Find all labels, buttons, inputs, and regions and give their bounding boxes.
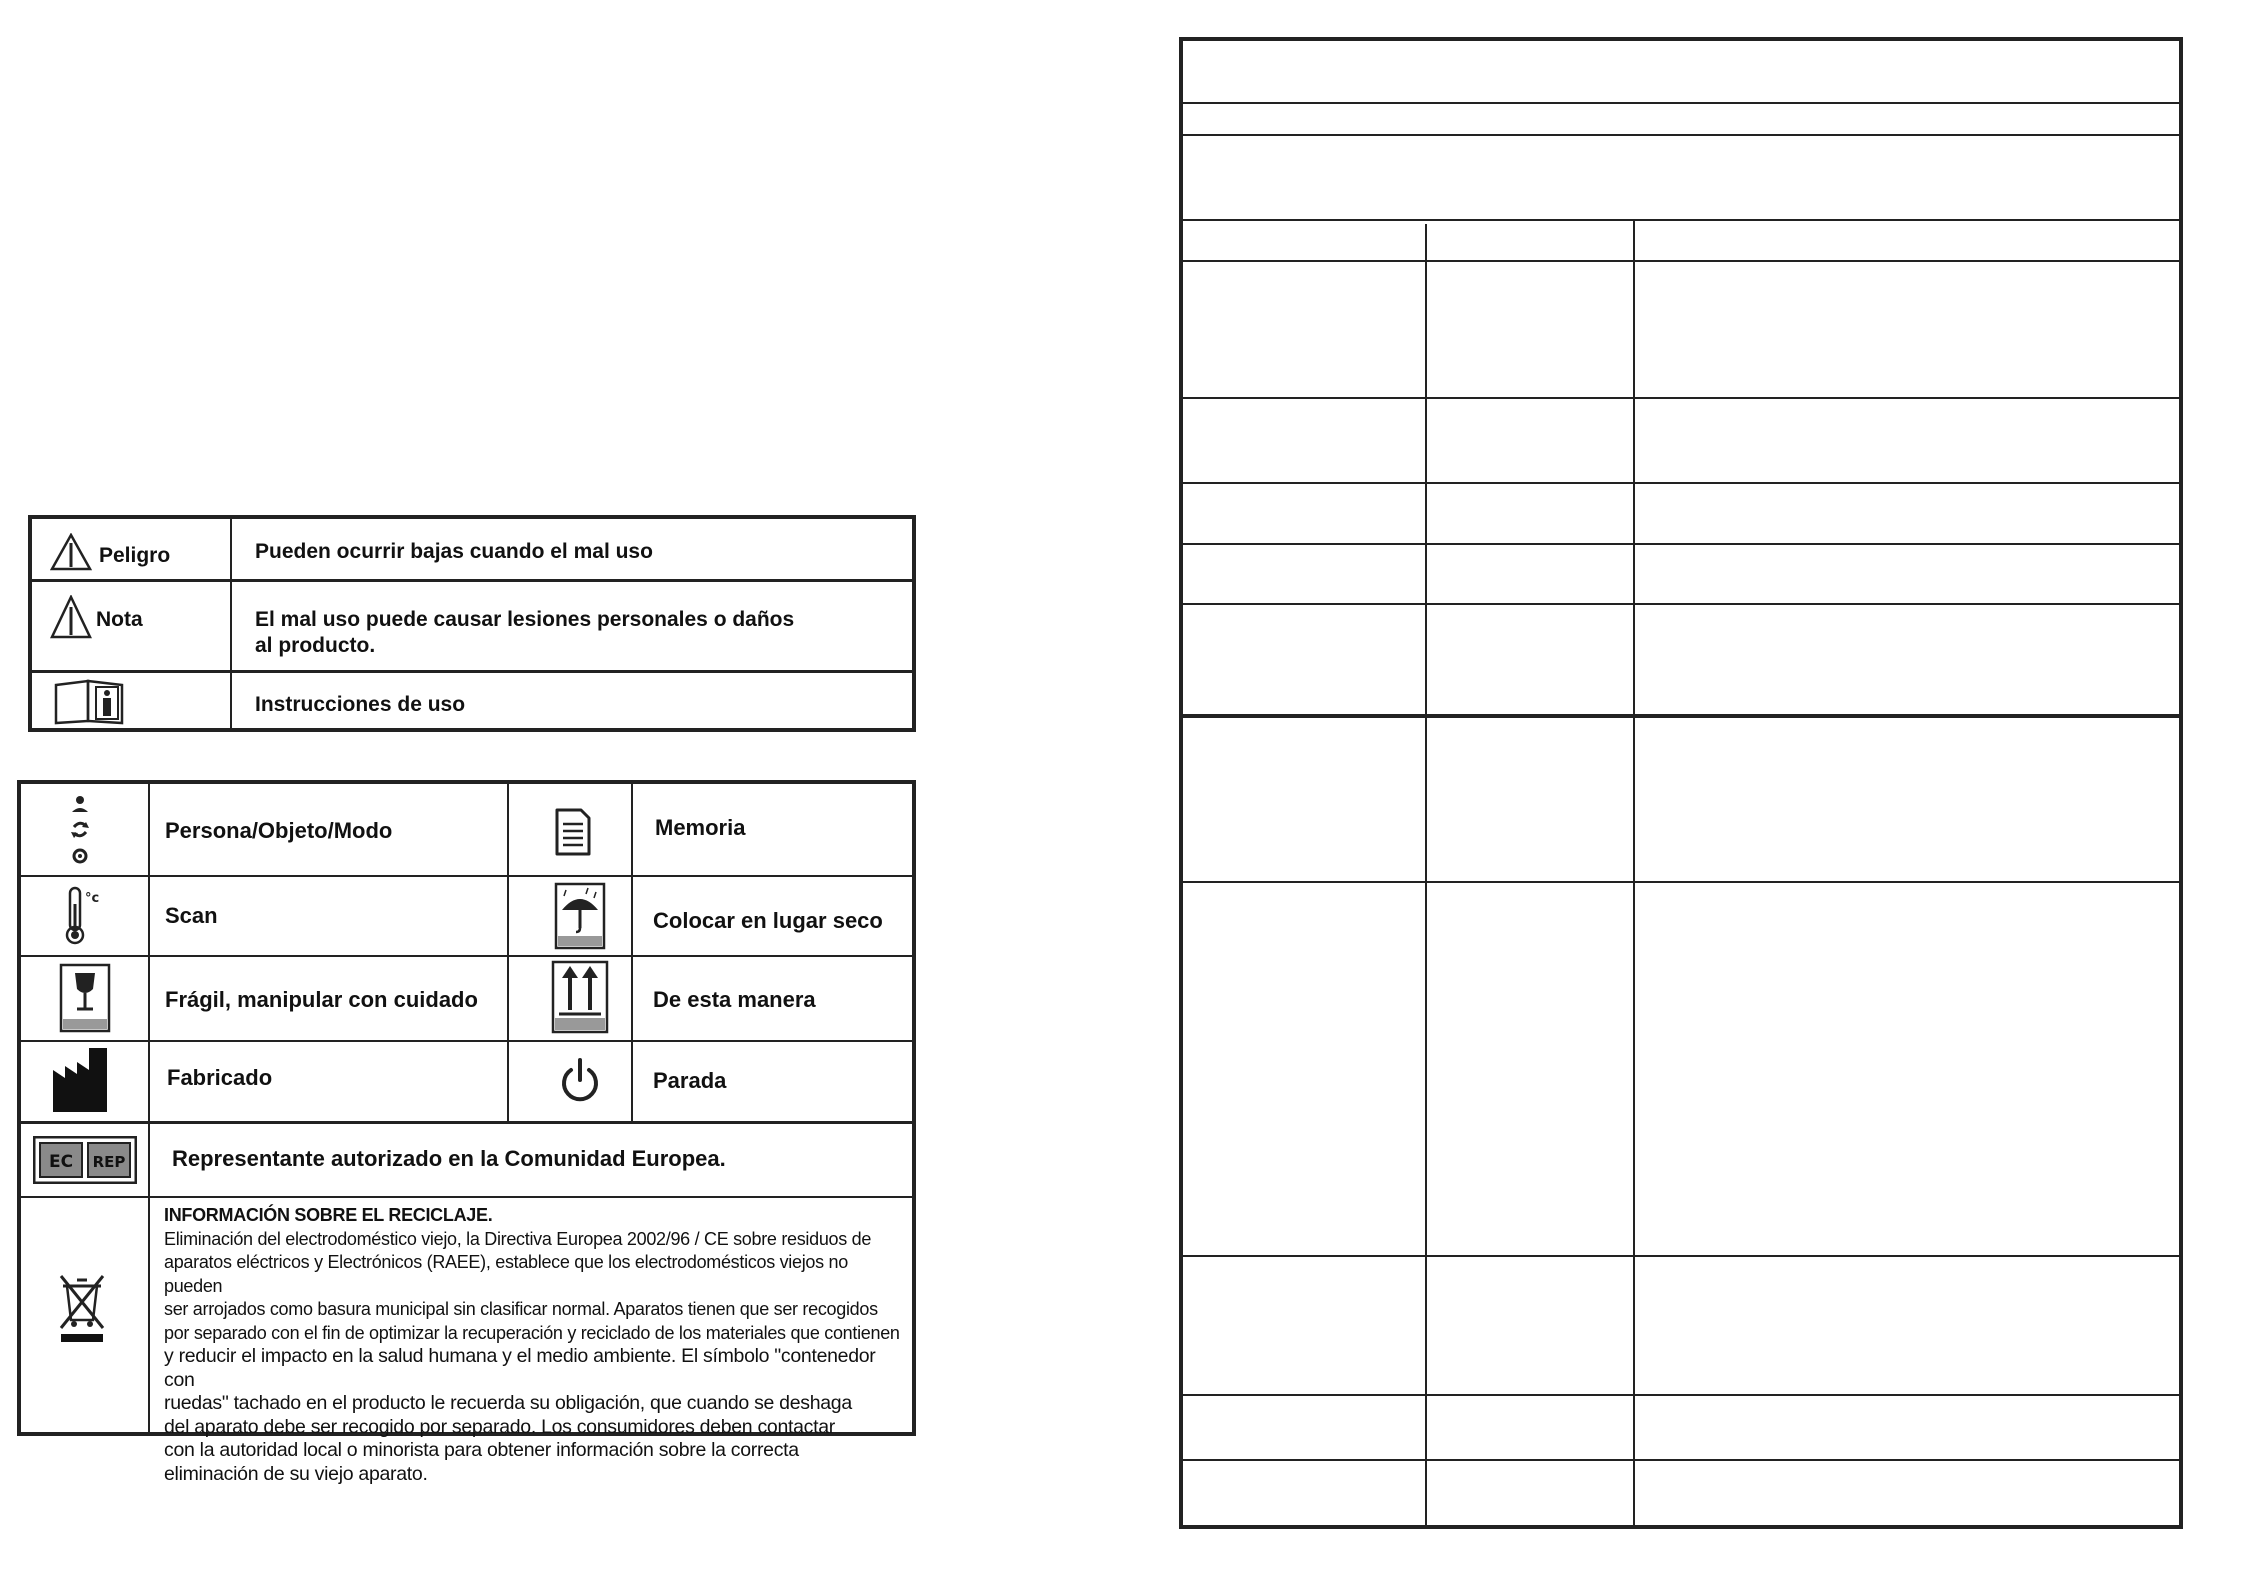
- recycling-line: por separado con el fin de optimizar la recuperación y reciclado de los materiales que contienen: [164, 1322, 900, 1343]
- recycling-line: y reducir el impacto en la salud humana y el medio ambiente. El símbolo "contenedor con: [164, 1345, 876, 1391]
- recycling-info: [164, 1204, 904, 1486]
- thermometer-icon: [61, 884, 101, 946]
- svg-text:REP: REP: [92, 1153, 126, 1171]
- recycling-line: aparatos eléctricos y Electrónicos (RAEE), establece que los electrodomésticos viejos no pueden: [164, 1252, 848, 1296]
- recycling-heading: INFORMACIÓN SOBRE EL RECICLAJE.: [164, 1205, 493, 1225]
- stop-text: Parada: [653, 1068, 727, 1093]
- manufacturer-text: Fabricado: [167, 1065, 273, 1090]
- safety-legend-table: [28, 515, 916, 732]
- fragile-glass-icon: [59, 963, 111, 1033]
- danger-label: Peligro: [99, 544, 171, 567]
- umbrella-keep-dry-icon: [554, 882, 606, 950]
- person-object-mode-text: Persona/Objeto/Modo: [165, 818, 393, 843]
- recycling-line: ruedas" tachado en el producto le recuerda su obligación, que cuando se deshaga: [164, 1392, 852, 1414]
- instructions-text: Instrucciones de uso: [255, 693, 466, 716]
- person-object-mode-icon: [65, 794, 95, 870]
- power-icon: [557, 1056, 603, 1106]
- note-text-line1: El mal uso puede causar lesiones personales o daños: [255, 608, 795, 631]
- factory-icon: [51, 1046, 117, 1114]
- recycling-line: eliminación de su viejo aparato.: [164, 1462, 428, 1485]
- note-label: Nota: [96, 608, 143, 631]
- ec-rep-icon: [33, 1136, 137, 1184]
- this-way-up-text: De esta manera: [653, 987, 816, 1012]
- memory-text: Memoria: [655, 815, 746, 840]
- this-way-up-icon: [551, 960, 609, 1034]
- memory-document-icon: [553, 806, 593, 858]
- recycling-line: Eliminación del electrodoméstico viejo, la Directiva Europea 2002/96 / CE sobre residuos de: [164, 1228, 872, 1249]
- recycling-line: con la autoridad local o minorista para obtener información sobre la correcta: [164, 1439, 799, 1461]
- warning-icon: [50, 595, 92, 639]
- recycling-line: ser arrojados como basura municipal sin clasificar normal. Aparatos tienen que ser recogidos: [164, 1299, 878, 1319]
- scan-text: Scan: [165, 903, 218, 928]
- recycling-line: del aparato debe ser recogido por separado. Los consumidores deben contactar: [164, 1415, 835, 1438]
- crossed-bin-icon: [57, 1272, 107, 1344]
- note-text-line2: al producto.: [255, 634, 376, 657]
- svg-text:°c: °c: [85, 891, 100, 906]
- instructions-book-icon: [52, 677, 126, 725]
- symbols-table: [17, 780, 916, 1485]
- warning-icon: [50, 533, 92, 571]
- ec-rep-text: Representante autorizado en la Comunidad Europea.: [172, 1146, 726, 1171]
- keep-dry-text: Colocar en lugar seco: [653, 908, 883, 933]
- danger-text: Pueden ocurrir bajas cuando el mal uso: [255, 540, 653, 563]
- fragile-text: Frágil, manipular con cuidado: [165, 987, 478, 1012]
- empty-form-grid: [1179, 37, 2183, 1529]
- svg-text:EC: EC: [48, 1152, 74, 1172]
